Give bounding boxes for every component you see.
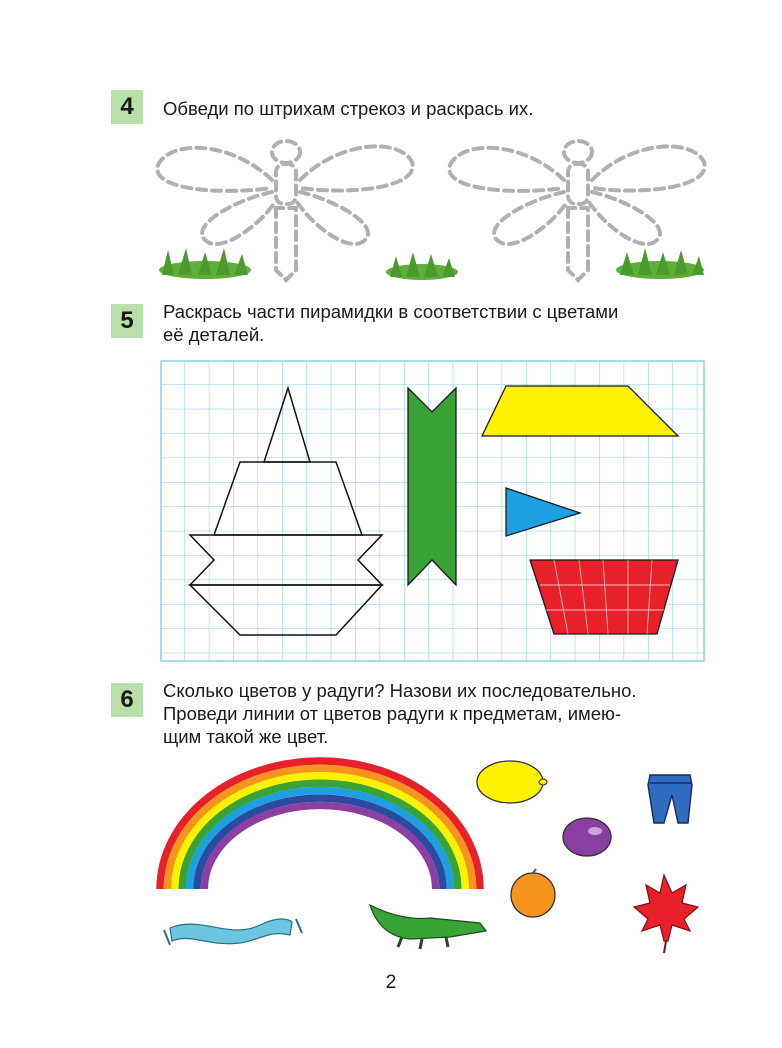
rainbow-icon xyxy=(160,761,480,889)
red-basket-piece xyxy=(530,560,678,634)
green-ribbon-piece xyxy=(408,388,456,585)
dragonfly-outline-right xyxy=(449,141,704,280)
pyramid-grid xyxy=(160,360,705,662)
dragonfly-tracing-area xyxy=(150,130,720,285)
maple-leaf-icon xyxy=(634,875,698,953)
task-6-line-3: щим такой же цвет. xyxy=(163,726,329,747)
grass-tuft-right xyxy=(616,248,704,279)
task-5-line-1: Раскрась части пирамидки в соответствии с цветами xyxy=(163,301,619,322)
task-5-line-2: её деталей. xyxy=(163,324,265,345)
grass-tuft-middle xyxy=(386,252,458,280)
rainbow-matching-area xyxy=(150,755,710,960)
scarf-icon xyxy=(164,919,302,945)
dragonfly-outline-left xyxy=(157,141,412,280)
crocodile-icon xyxy=(370,905,486,949)
lemon-icon xyxy=(477,761,547,803)
task-6-line-1: Сколько цветов у радуги? Назови их последовательно. xyxy=(163,680,637,701)
task-4-number: 4 xyxy=(111,90,143,124)
task-6-number: 6 xyxy=(111,683,143,717)
task-6-line-2: Проведи линии от цветов радуги к предметам, имею- xyxy=(163,703,622,724)
task-4-text: Обведи по штрихам стрекоз и раскрась их. xyxy=(163,98,534,119)
jeans-icon xyxy=(648,775,692,823)
grass-tuft-left xyxy=(159,248,251,279)
task-5-number: 5 xyxy=(111,304,143,338)
orange-icon xyxy=(511,869,555,917)
page-number: 2 xyxy=(385,972,397,993)
plum-icon xyxy=(563,818,611,856)
